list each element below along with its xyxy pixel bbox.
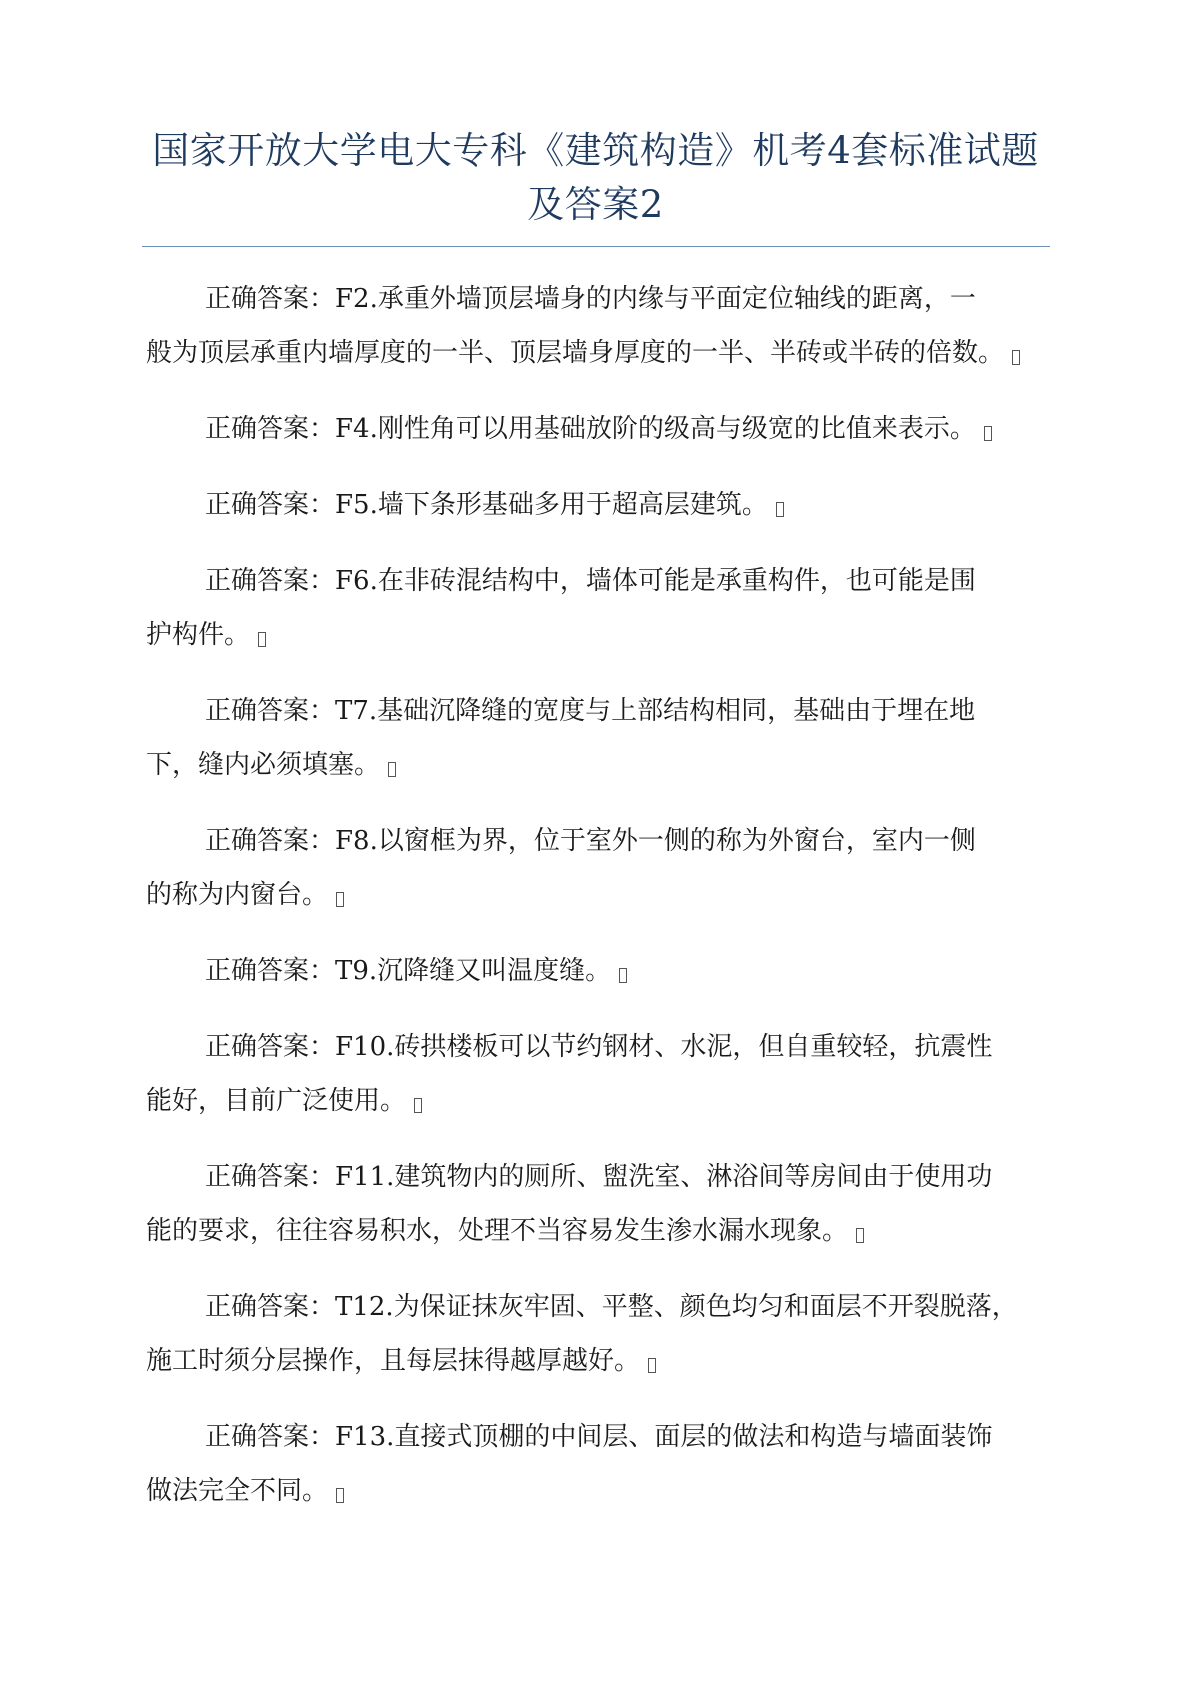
missing-glyph-mark xyxy=(648,1358,656,1373)
answer-paragraph xyxy=(146,1410,1046,1518)
answer-paragraph xyxy=(146,814,1046,922)
missing-glyph-mark xyxy=(984,426,992,441)
missing-glyph-mark xyxy=(258,632,266,647)
answer-line: 正确答案：F13.直接式顶棚的中间层、面层的做法和构造与墙面装饰 xyxy=(205,1422,993,1452)
answer-line: 般为顶层承重内墙厚度的一半、顶层墙身厚度的一半、半砖或半砖的倍数。 xyxy=(146,326,1046,380)
answer-line: 正确答案：F6.在非砖混结构中，墙体可能是承重构件，也可能是围 xyxy=(205,566,976,596)
answer-line: 做法完全不同。 xyxy=(146,1464,1046,1518)
answer-line: 正确答案：T12.为保证抹灰牢固、平整、颜色均匀和面层不开裂脱落， xyxy=(205,1292,1018,1322)
answer-line: 能的要求，往往容易积水，处理不当容易发生渗水漏水现象。 xyxy=(146,1204,1046,1258)
title-line-1: 国家开放大学电大专科《建筑构造》机考4套标准试题 xyxy=(152,129,1039,172)
answer-paragraph xyxy=(146,1020,1046,1128)
missing-glyph-mark xyxy=(414,1098,422,1113)
page-title xyxy=(140,124,1051,232)
missing-glyph-mark xyxy=(1012,350,1020,365)
answer-line: 施工时须分层操作，且每层抹得越厚越好。 xyxy=(146,1334,1046,1388)
answer-paragraph xyxy=(146,478,1046,532)
answer-line: 正确答案：F11.建筑物内的厕所、盥洗室、淋浴间等房间由于使用功 xyxy=(205,1162,993,1192)
missing-glyph-mark xyxy=(388,762,396,777)
answer-line: 的称为内窗台。 xyxy=(146,868,1046,922)
answer-line: 护构件。 xyxy=(146,608,1046,662)
missing-glyph-mark xyxy=(856,1228,864,1243)
answer-line: 正确答案：T9.沉降缝又叫温度缝。 xyxy=(146,944,1046,998)
answer-paragraph xyxy=(146,402,1046,456)
answer-line: 正确答案：F8.以窗框为界，位于室外一侧的称为外窗台，室内一侧 xyxy=(205,826,976,856)
title-divider xyxy=(142,246,1050,247)
answer-paragraph xyxy=(146,272,1046,380)
missing-glyph-mark xyxy=(336,892,344,907)
answer-line: 下，缝内必须填塞。 xyxy=(146,738,1046,792)
answer-paragraph xyxy=(146,554,1046,662)
answer-line: 正确答案：F4.刚性角可以用基础放阶的级高与级宽的比值来表示。 xyxy=(146,402,1046,456)
answer-list xyxy=(146,272,1046,1540)
answer-line: 正确答案：F10.砖拱楼板可以节约钢材、水泥，但自重较轻，抗震性 xyxy=(205,1032,993,1062)
answer-line: 能好，目前广泛使用。 xyxy=(146,1074,1046,1128)
missing-glyph-mark xyxy=(336,1488,344,1503)
answer-paragraph xyxy=(146,1280,1046,1388)
answer-line: 正确答案：T7.基础沉降缝的宽度与上部结构相同，基础由于埋在地 xyxy=(205,696,976,726)
answer-line: 正确答案：F5.墙下条形基础多用于超高层建筑。 xyxy=(146,478,1046,532)
answer-line: 正确答案：F2.承重外墙顶层墙身的内缘与平面定位轴线的距离，一 xyxy=(205,284,976,314)
answer-paragraph xyxy=(146,684,1046,792)
answer-paragraph xyxy=(146,1150,1046,1258)
missing-glyph-mark xyxy=(776,502,784,517)
answer-paragraph xyxy=(146,944,1046,998)
title-line-2: 及答案2 xyxy=(527,183,664,226)
missing-glyph-mark xyxy=(619,968,627,983)
